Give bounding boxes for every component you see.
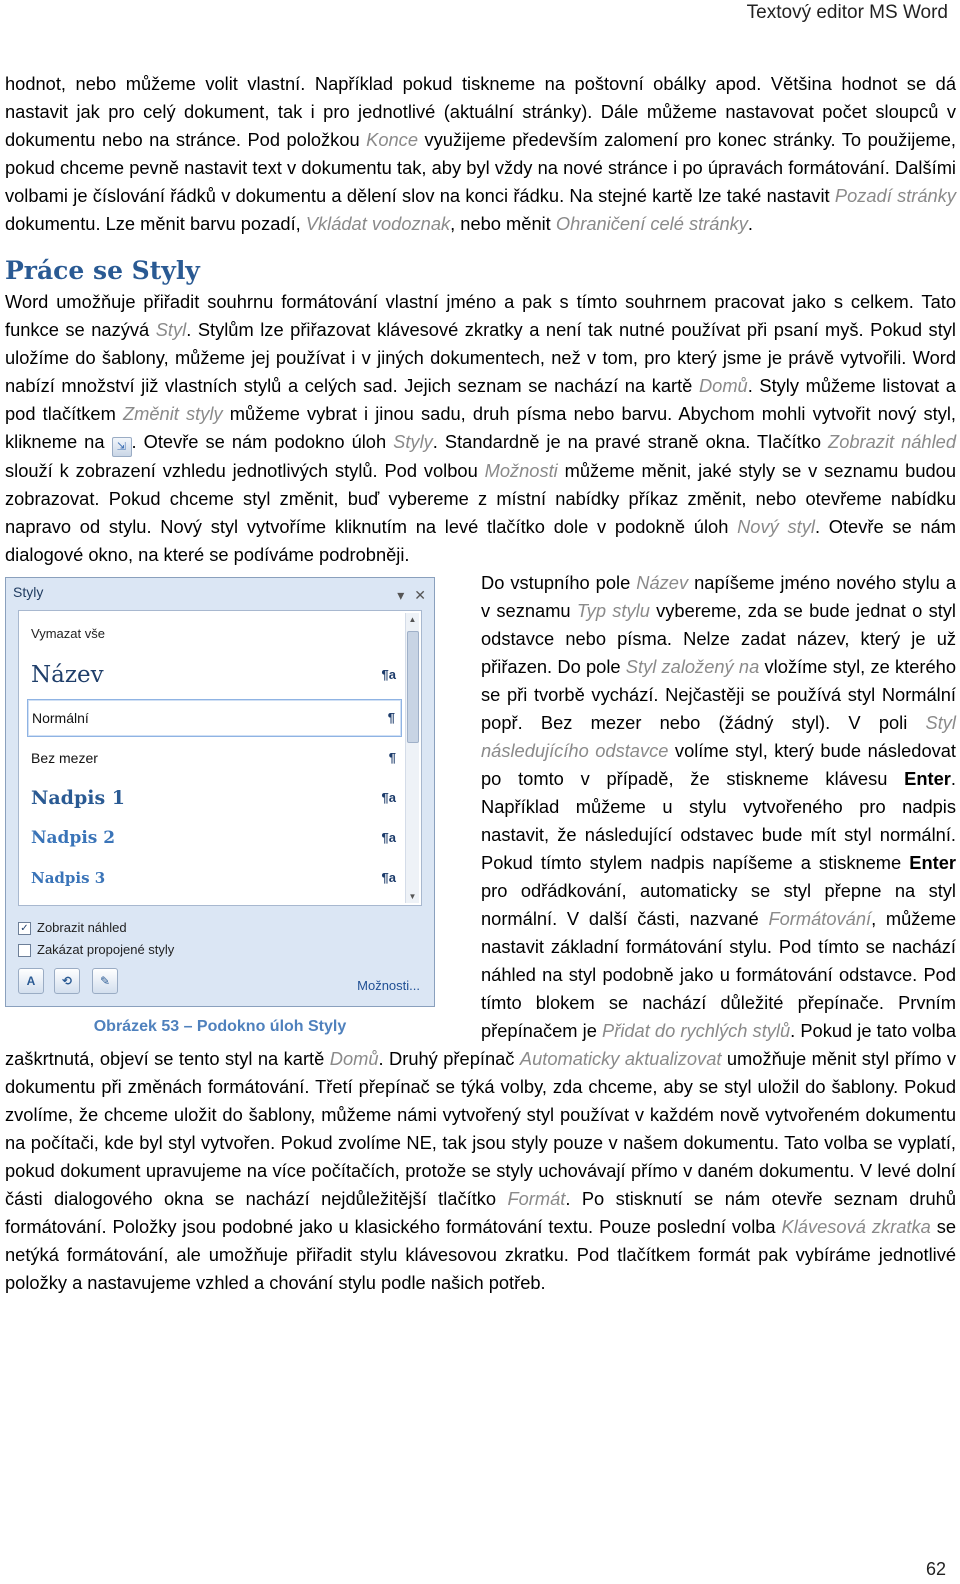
scroll-down-icon[interactable]: ▼ (408, 892, 417, 901)
checkbox-checked-icon[interactable]: ✓ (18, 922, 31, 935)
close-icon[interactable]: ✕ (414, 587, 426, 603)
term-klavesova-zkratka: Klávesová zkratka (781, 1216, 931, 1237)
section-heading: Práce se Styly (5, 256, 200, 285)
term-moznosti: Možnosti (484, 460, 558, 481)
key-enter: Enter (909, 852, 956, 873)
term-ohraniceni: Ohraničení celé stránky (555, 213, 748, 234)
term-styly: Styly (393, 431, 433, 452)
term-novy-styl: Nový styl (737, 516, 815, 537)
dropdown-arrow-icon[interactable]: ▾ (397, 587, 405, 603)
term-automaticky-aktualizovat: Automaticky aktualizovat (519, 1048, 722, 1069)
new-style-dialog-icon: ⇲ (112, 437, 132, 457)
linked-style-icon: ¶a (381, 830, 396, 845)
style-list (18, 610, 422, 906)
scroll-thumb[interactable] (407, 631, 419, 743)
paragraph-style-icon: ¶ (388, 750, 396, 765)
term-vkladat-vodoznak: Vkládat vodoznak (305, 213, 451, 234)
term-styl-nasledujiciho: Styl následujícího odstavce (481, 712, 956, 761)
style-item-clear[interactable]: Vymazat vše (31, 626, 105, 641)
term-pridat-rychle-styly: Přidat do rychlých stylů (602, 1020, 791, 1041)
term-zmenit-styly: Změnit styly (122, 403, 223, 424)
term-styl-zalozeny-na: Styl založený na (625, 656, 760, 677)
style-item-nadpis-1[interactable]: Nadpis 1 ¶a (27, 779, 402, 817)
show-preview-checkbox[interactable]: ✓ Zobrazit náhled (18, 914, 127, 942)
new-style-button[interactable]: A (18, 968, 44, 994)
figure-caption: Obrázek 53 – Podokno úloh Styly (93, 1018, 347, 1035)
scroll-up-icon[interactable]: ▲ (408, 615, 417, 624)
linked-style-icon: ¶a (381, 870, 396, 885)
page-number: 62 (925, 1559, 946, 1579)
term-domu: Domů (698, 375, 748, 396)
paragraph-style-icon: ¶ (387, 710, 395, 725)
term-typ-stylu: Typ stylu (576, 600, 650, 621)
styles-task-pane (5, 577, 435, 1007)
options-link[interactable]: Možnosti... (357, 978, 420, 993)
figure-styles-pane (5, 577, 445, 1041)
checkbox-unchecked-icon[interactable] (18, 944, 31, 957)
linked-style-icon: ¶a (381, 790, 396, 805)
pane-title: Styly (13, 584, 44, 600)
style-item-nadpis-2[interactable]: Nadpis 2 ¶a (27, 819, 402, 857)
document-body (5, 70, 956, 1297)
style-item-bez-mezer[interactable]: Bez mezer ¶ (27, 739, 402, 777)
paragraph-page-setup: hodnot, nebo můžeme volit vlastní. Například pokud tiskneme na poštovní obálky apod. Většina hodnot se dá nastavit jak pro celý dokument, tak i pro jednotlivé (aktuální stránky). Dále můžeme nastavovat počet sloupců v dokumentu nebo na stránce. Pod položkou Konce využijeme především zalomení pro konec stránky. To použijeme, pokud chceme pevně nastavit text v dokumentu tak, aby byl vždy na nové stránce i po úpravách formátování. Dalšími volbami je číslování řádků v dokumentu a dělení slov na konci řádku. Na stejné kartě lze také nastavit Pozadí stránky dokumentu. Lze měnit barvu pozadí, Vkládat vodoznak, nebo měnit Ohraničení celé stránky. (5, 73, 956, 234)
manage-styles-button[interactable]: ✎ (92, 968, 118, 994)
style-list-scrollbar[interactable] (405, 613, 419, 903)
term-konce: Konce (366, 129, 418, 150)
running-header: Textový editor MS Word (746, 2, 948, 23)
term-zobrazit-nahled: Zobrazit náhled (828, 431, 957, 452)
paragraph-new-style-dialog: Do vstupního pole Název napíšeme jméno nového stylu a v seznamu Typ stylu vybereme, zda se bude jednat o styl odstavce nebo písma. Nelze zadat název, který je už přiřazen. Do pole Styl založený na vložíme styl, ze kterého se při tvorbě vychází. Nejčastěji se používá styl Normální popř. Bez mezer nebo (žádný styl). V poli Styl následujícího odstavce volíme styl, který bude následovat po tomto v případě, že stiskneme klávesu Enter. Například můžeme u stylu vytvořeného pro nadpis nastavit, že následující odstavec bude mít styl normální. Pokud tímto stylem nadpis napíšeme a stiskneme Enter pro odřádkování, automaticky se styl přepne na styl normální. V další části, nazvané Formátování, můžeme nastavit základní formátování stylu. Pod tímto se nachází náhled na styl podobně jako u formátování odstavce. Pod tímto blokem se nachází důležité přepínače. Prvním přepínačem je Přidat do rychlých stylů. Pokud je tato volba zaškrtnutá, objeví se tento styl na kartě Domů. Druhý přepínač Automaticky aktualizovat umožňuje měnit styl přímo v dokumentu při změnách formátování. Třetí přepínač se týká volby, zda chceme, aby se styl uložil do šablony. Pokud zvolíme, že chceme uložit do šablony, můžeme námi vytvořený styl používat v každém nově vytvořeném dokumentu na počítači, kde byl styl vytvořen. Pokud zvolíme NE, tak jsou styly pouze v našem dokumentu. Tato volba se vyplatí, pokud dokument upravujeme na více počítačích, protože se styly uchovávají přímo v daném dokumentu. V levé dolní části dialogového okna se nachází nejdůležitější tlačítko Formát. Po stisknutí se nám otevře seznam druhů formátování. Položky jsou podobné jako u klasického formátování textu. Pouze poslední volba Klávesová zkratka se netýká formátování, ale umožňuje přiřadit stylu klávesovou zkratku. Pod tlačítkem formát pak vybíráme jednotlivé položky a nastavujeme vzhled a chování stylu podle našich potřeb. (5, 572, 957, 1293)
term-domu: Domů (329, 1048, 379, 1069)
paragraph-styles-intro: Word umožňuje přiřadit souhrnu formátování vlastní jméno a pak s tímto souhrnem pracovat jako s celkem. Tato funkce se nazývá Styl. Stylům lze přiřazovat klávesové zkratky a není tak nutné používat při psaní myš. Pokud styl uložíme do šablony, můžeme jej používat i v jiných dokumentech, než v tom, pro který jsme je právě vytvořili. Word nabízí množství již vlastních stylů a celých sad. Jejich seznam se nachází na kartě Domů. Styly můžeme listovat a pod tlačítkem Změnit styly můžeme vybrat i jinou sadu, druh písma nebo barvu. Abychom mohli vytvořit nový styl, klikneme na ⇲ . Otevře se nám podokno úloh Styly. Standardně je na pravé straně okna. Tlačítko Zobrazit náhled slouží k zobrazení vzhledu jednotlivých stylů. Pod volbou Možnosti můžeme měnit, jaké styly se v seznamu budou zobrazovat. Pokud chceme styl změnit, buď vybereme z místní nabídky příkaz změnit, nebo otevřeme nabídku napravo od stylu. Nový styl vytvoříme kliknutím na levé tlačítko dole v podokně úloh Nový styl. Otevře se nám dialogové okno, na které se podíváme podrobněji. (5, 291, 957, 565)
key-enter: Enter (904, 768, 951, 789)
term-styl: Styl (155, 319, 187, 340)
term-pozadi-stranky: Pozadí stránky (834, 185, 956, 206)
linked-style-icon: ¶a (381, 667, 396, 682)
disable-linked-styles-checkbox[interactable]: Zakázat propojené styly (18, 936, 174, 964)
style-inspector-button[interactable]: ⟲ (54, 968, 80, 994)
term-nazev: Název (636, 572, 689, 593)
style-item-normalni[interactable]: Normální ¶ (27, 699, 402, 737)
term-format: Formát (507, 1188, 566, 1209)
style-item-nazev[interactable]: Název ¶a (31, 662, 396, 688)
term-formatovani: Formátování (768, 908, 872, 929)
style-item-nadpis-3[interactable]: Nadpis 3 ¶a (27, 859, 402, 897)
